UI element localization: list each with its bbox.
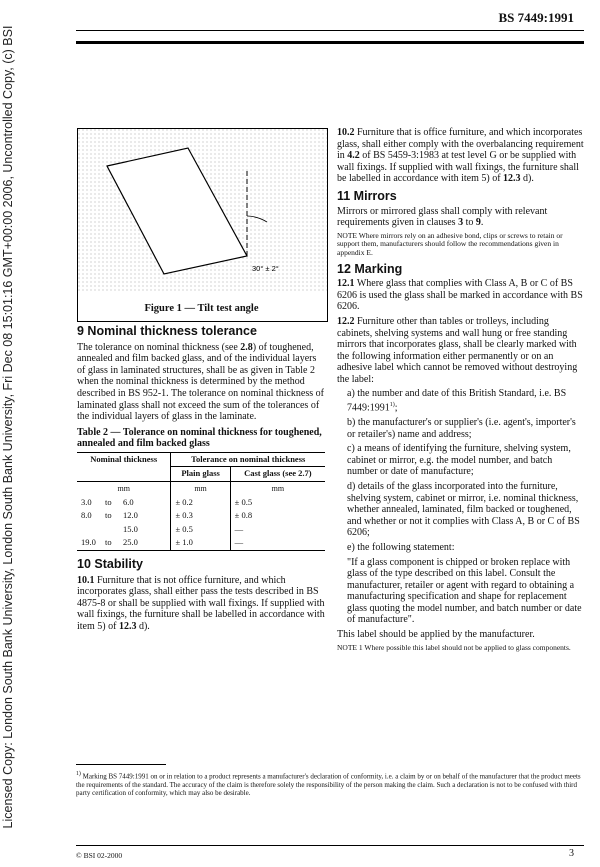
list-item: a) the number and date of this British Standard, i.e. BS 7449:1991$^{1)}$; <box>347 388 567 414</box>
copyright: © BSI 02-2000 <box>76 851 123 860</box>
tilt-test-diagram <box>78 129 327 321</box>
header-rule-thin <box>76 30 584 31</box>
angle-label: 30° ± 2° <box>252 264 279 273</box>
tolerance-table: Nominal thickness Tolerance on nominal thickness Plain glass Cast glass (see 2.7) mm mm mm 3.0 to 6.0 ± 0.2 ± 0.5 8.0 to 12.0 ± 0.3 ± 0.8 15.0 ± 0.5 — 19.0 to 25.0 ± 1.0 — <box>77 452 325 551</box>
footnote-rule <box>76 764 166 765</box>
list-item: b) the manufacturer's or supplier's (i.e. agent's, importer's or retailer's) name and address; <box>347 416 576 440</box>
table-row: 19.0 to 25.0 ± 1.0 — <box>77 536 325 550</box>
section-10-2-text: 10.2 Furniture that is office furniture, and which incorporates glass, shall either comply with the overbalancing requirement in 4.2 of BS 5459-3:1983 at test level G or be supplied with wall fixings. If supplied with wall fixings, the furniture shall be labelled in accordance with item 5) of 12.3 d). <box>337 127 584 185</box>
section-9-text: The tolerance on nominal thickness (see 2.8) of toughened, annealed and film backed glass, and of the individual layers of glass in laminated structures, shall be as given in Table 2 when the nominal thickness is determined by the method described in BS 952-1. The tolerance on nominal thickness of laminated glass shall not exceed the sum of the tolerances of the individual layers of glass in the laminate. <box>77 341 324 423</box>
footnote: $^{1)}$ Marking BS 7449:1991 on or in relation to a product represents a manufacturer's declaration of conformity, i.e. a claim by or on behalf of the manufacturer that the product meets the requirements of the standard. The accuracy of the claim is therefore solely the responsibility of the person making the claim. Such a declaration is not to be confused with third party certification of conformity, which may also be desirable. <box>76 771 581 797</box>
right-column <box>337 127 585 655</box>
section-12-1-text: 12.1 Where glass that complies with Class A, B or C of BS 6206 is used the glass shall be marked in accordance with BS 6206. <box>337 278 583 313</box>
header-rule-thick <box>76 41 584 44</box>
table-row: 15.0 ± 0.5 — <box>77 523 325 537</box>
table-row: 3.0 to 6.0 ± 0.2 ± 0.5 <box>77 496 325 510</box>
figure-caption: Figure 1 — Tilt test angle <box>144 303 259 314</box>
list-item: e) the following statement: <box>347 541 455 553</box>
page-number: 3 <box>569 848 574 859</box>
footer-rule <box>76 845 584 846</box>
section-12-2-text: 12.2 Furniture other than tables or trolleys, including cabinets, shelving systems and wall hung or free standing mirrors that incorporates glass, shall be clearly marked with the following information either permanently or on an adhesive label which cannot be removed without destroying the label: <box>337 315 578 385</box>
figure-tilt-test <box>77 128 328 322</box>
section-11-note: NOTE Where mirrors rely on an adhesive bond, clips or screws to retain or support them, manufacturers should follow the recommendations given in appendix E. <box>337 230 563 257</box>
table-row: 8.0 to 12.0 ± 0.3 ± 0.8 <box>77 509 325 523</box>
list-item: c) a means of identifying the furniture, shelving system, cabinet or mirror, e.g. the model number, and batch number or date of manufacture; <box>347 443 571 478</box>
section-11-text: Mirrors or mirrored glass shall comply with relevant requirements given in clauses 3 to 9. <box>337 205 548 229</box>
applied-by-text: This label should be applied by the manufacturer. <box>337 629 535 641</box>
list-item: d) details of the glass incorporated into the furniture, shelving system, cabinet or mirror, i.e. nominal thickness, whether annealed, laminated, film backed or toughened, and whether or not it complies with Class A, B or C of BS 6206; <box>347 480 580 539</box>
left-column <box>77 326 327 635</box>
table-2-title: Table 2 — Tolerance on nominal thickness for toughened, annealed and film backed glass <box>77 426 322 449</box>
license-watermark: Licensed Copy: London South Bank University, London South Bank University, Fri Dec 08 15:01:16 GMT+00:00 2006, Uncontrolled Copy, (c) BSI <box>1 25 15 829</box>
standard-number: BS 7449:1991 <box>498 10 574 25</box>
section-10-1-text: 10.1 Furniture that is not office furniture, and which incorporates glass, shall either pass the tests described in BS 4875-8 or shall be supplied with wall fixings. If supplied with wall fixings, the furniture shall be labelled in accordance with item 5) of 12.3 d). <box>77 574 325 632</box>
label-statement-quote: "If a glass component is chipped or broken replace with glass of the type described on this label. Consult the manufacturer, retailer or agent with regard to obtaining a manufacturing specification and shape for replacement glass quoting the model number, and batch number or date of manufacture". <box>347 556 582 626</box>
section-9-heading: 9 Nominal thickness tolerance <box>77 324 257 338</box>
section-12-note-1: NOTE 1 Where possible this label should not be applied to glass components. <box>337 642 571 652</box>
section-11-heading: 11 Mirrors <box>337 188 397 203</box>
section-12-heading: 12 Marking <box>337 261 403 276</box>
section-10-heading: 10 Stability <box>77 556 143 571</box>
